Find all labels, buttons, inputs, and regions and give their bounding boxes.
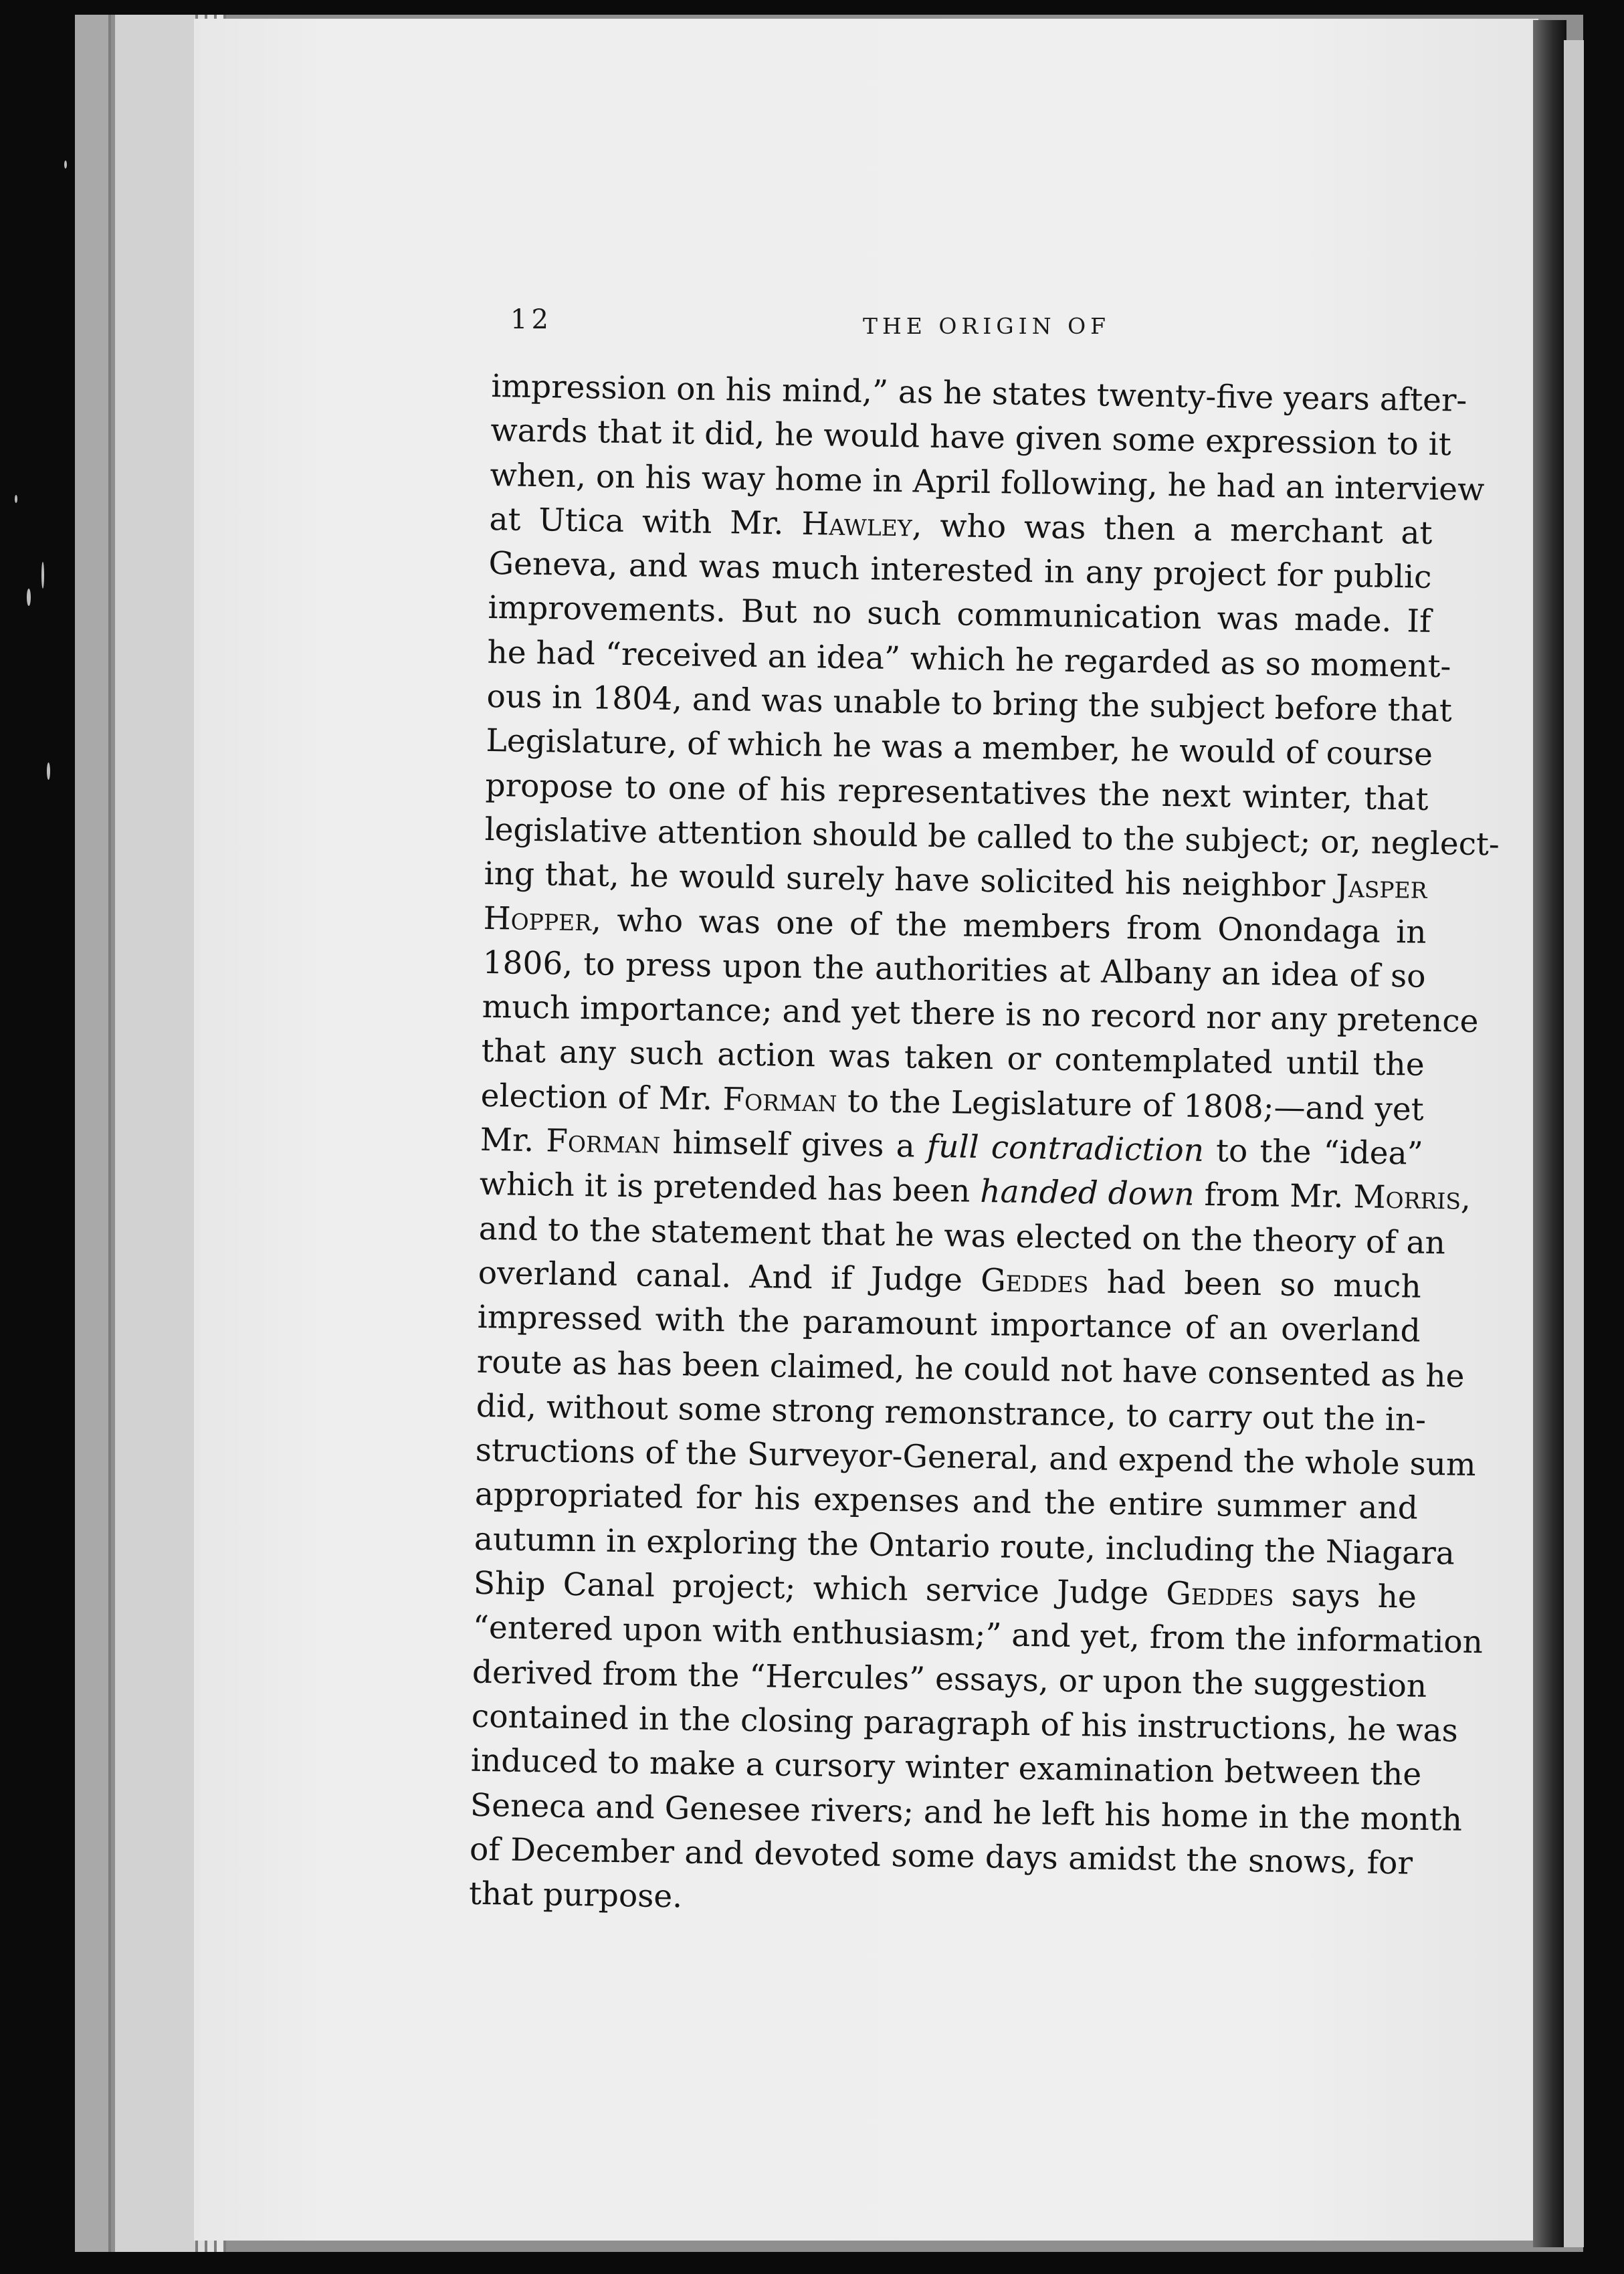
scan-speck [27, 589, 31, 606]
text-run: to the “idea” [1203, 1132, 1424, 1172]
text-run: structions of the Surveyor-General, and expend the whole sum [475, 1431, 1476, 1484]
text-run: induced to make a cursory winter examination between the [470, 1742, 1422, 1794]
text-run: election of Mr. [480, 1077, 723, 1118]
small-caps-name: Hawley [801, 505, 913, 544]
text-run: Ship Canal project; which service Judge [473, 1564, 1166, 1613]
small-caps-name: Geddes [980, 1261, 1089, 1301]
scan-speck [47, 762, 50, 780]
text-run: had been so much [1088, 1263, 1422, 1306]
text-run: impressed with the paramount importance of an overland [477, 1299, 1421, 1350]
text-run: impression on his mind,” as he states twenty-five years after- [491, 367, 1467, 419]
text-run: himself gives a [659, 1124, 928, 1165]
page-number: 12 [510, 304, 552, 335]
scan-speck [15, 495, 17, 503]
small-caps-name: Forman [722, 1080, 837, 1120]
text-run: of December and devoted some days amidst the snows, for [469, 1831, 1413, 1882]
small-caps-name: Hopper [483, 900, 592, 938]
scan-speck [41, 562, 44, 589]
small-caps-name: Forman [545, 1122, 661, 1161]
text-run: improvements. But no such communication was made. If [488, 589, 1431, 641]
text-run: Mr. [480, 1121, 546, 1160]
small-caps-name: Jasper [1335, 868, 1427, 907]
scan-speck [64, 161, 67, 169]
text-run: Legislature, of which he was a member, he would of course [486, 722, 1433, 774]
text-run: to the Legislature of 1808;—and yet [837, 1082, 1425, 1128]
text-run: that purpose. [468, 1875, 683, 1916]
text-run: when, on his way home in April following, he had an interview [490, 456, 1485, 508]
text-run: contained in the closing paragraph of his instructions, he was [471, 1697, 1459, 1750]
text-run: that any such action was taken or contemplated until the [481, 1033, 1425, 1084]
small-caps-name: Morris [1353, 1178, 1461, 1217]
page-gutter-shadow [1533, 20, 1566, 2247]
text-run: at Utica with Mr. [489, 500, 802, 542]
text-run: route as has been claimed, he could not have consented as he [476, 1343, 1465, 1395]
italic-phrase: full contradiction [926, 1128, 1205, 1169]
text-run: ing that, he would surely have solicited his neighbor [484, 855, 1336, 906]
text-run: , who was one of the members from Onondaga in [591, 901, 1427, 951]
text-run: appropriated for his expenses and the entire summer and [474, 1476, 1419, 1528]
text-run: derived from the “Hercules” essays, or upon the suggestion [472, 1653, 1427, 1705]
text-run: which it is pretended has been [479, 1166, 981, 1211]
text-run: from Mr. [1194, 1176, 1354, 1216]
text-run: Geneva, and was much interested in any project for public [488, 545, 1432, 597]
text-run: and to the statement that he was elected on the theory of an [478, 1210, 1446, 1261]
text-run: did, without some strong remonstrance, to carry out the in- [476, 1387, 1427, 1439]
small-caps-name: Geddes [1165, 1575, 1275, 1614]
text-run: wards that it did, he would have given some expression to it [490, 412, 1452, 463]
text-run: he had “received an idea” which he regarded as so moment- [487, 633, 1451, 686]
text-run: overland canal. And if Judge [478, 1254, 981, 1299]
italic-phrase: handed down [979, 1173, 1195, 1214]
text-run: “entered upon with enthusiasm;” and yet, from the information [472, 1609, 1484, 1661]
text-run: , who was then a merchant at [912, 507, 1433, 552]
text-run: , [1460, 1180, 1471, 1218]
text-run: autumn in exploring the Ontario route, including the Niagara [474, 1520, 1455, 1572]
running-head: THE ORIGIN OF [863, 313, 1111, 339]
text-run: legislative attention should be called to the subject; or, neglect- [484, 811, 1500, 863]
text-run: says he [1274, 1576, 1417, 1616]
text-run: much importance; and yet there is no record nor any pretence [482, 989, 1479, 1041]
next-page-edge [1564, 40, 1584, 2247]
page-edge [115, 15, 198, 2252]
text-run: ous in 1804, and was unable to bring the subject before that [486, 678, 1453, 730]
body-paragraph [468, 365, 1500, 1930]
text-run: propose to one of his representatives the next winter, that [485, 766, 1429, 818]
page-edge [75, 15, 111, 2252]
text-run: 1806, to press upon the authorities at Albany an idea of so [482, 944, 1426, 995]
text-run: Seneca and Genesee rivers; and he left his home in the month [470, 1786, 1463, 1839]
